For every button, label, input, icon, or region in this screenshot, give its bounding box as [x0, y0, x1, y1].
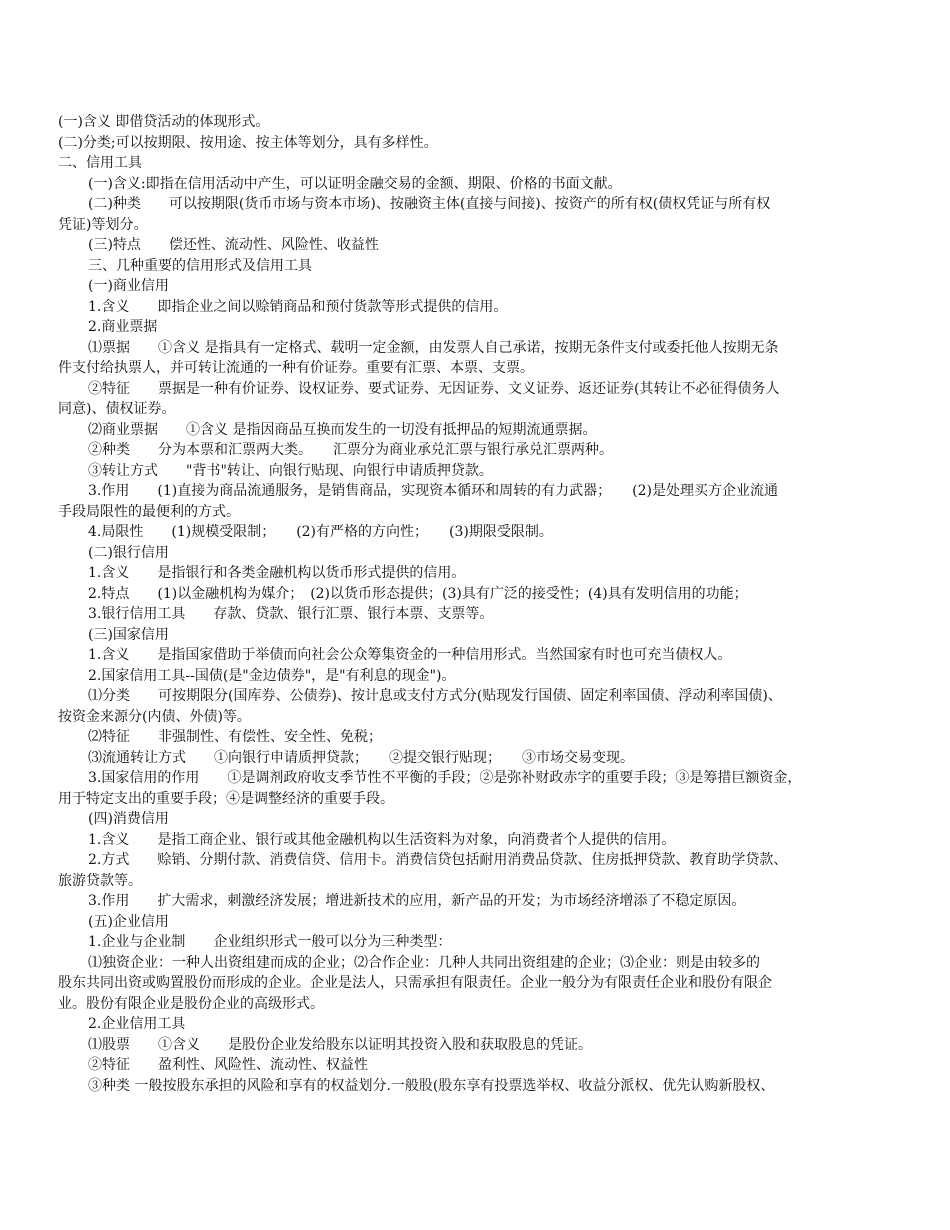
text-line: (二)分类;可以按期限、按用途、按主体等划分，具有多样性。 [58, 135, 438, 151]
text-line: ⑴独资企业：一种人出资组建而成的企业；⑵合作企业：几种人共同出资组建的企业；⑶企业：则是由较多的 [88, 955, 760, 971]
text-line: ②特征 票据是一种有价证券、设权证券、要式证券、无因证券、文义证券、返还证券(其转让不必征得债务人 [88, 381, 780, 397]
text-line: (五)企业信用 [88, 914, 169, 930]
text-line: (三)国家信用 [88, 627, 169, 643]
text-line: 2.特点 (1)以金融机构为媒介； (2)以货币形态提供；(3)具有广泛的接受性；(4)具有发明信用的功能； [88, 586, 748, 602]
text-line: ②种类 分为本票和汇票两大类。 汇票分为商业承兑汇票与银行承兑汇票两种。 [88, 442, 613, 458]
text-line: ②特征 盈利性、风险性、流动性、权益性 [88, 1057, 368, 1073]
text-line: (一)含义 即借贷活动的体现形式。 [58, 114, 270, 130]
text-line: 3.国家信用的作用 ①是调剂政府收支季节性不平衡的手段；②是弥补财政赤字的重要手段；③是筹措巨额资金， [88, 770, 802, 786]
text-line: 凭证)等划分。 [58, 217, 148, 233]
text-line: 2.国家信用工具--国债(是"金边债券"，是"有利息的现金")。 [88, 668, 456, 684]
text-line: 按资金来源分(内债、外债)等。 [58, 709, 251, 725]
text-line: 旅游贷款等。 [58, 873, 142, 889]
text-line: ⑴股票 ①含义 是股份企业发给股东以证明其投资入股和获取股息的凭证。 [88, 1037, 592, 1053]
text-line: 4.局限性 (1)规模受限制； (2)有严格的方向性； (3)期限受限制。 [88, 524, 553, 540]
text-line: ⑴票据 ①含义 是指具有一定格式、载明一定金额，由发票人自己承诺，按期无条件支付或委托他人按期无条 [88, 340, 779, 356]
text-line: 1.含义 是指工商企业、银行或其他金融机构以生活资料为对象，向消费者个人提供的信用。 [88, 832, 676, 848]
text-line: ③转让方式 "背书"转让、向银行贴现、向银行申请质押贷款。 [88, 463, 493, 479]
text-line: (四)消费信用 [88, 811, 169, 827]
text-line: ⑴分类 可按期限分(国库券、公债券)、按计息或支付方式分(贴现发行国债、固定利率国债、浮动利率国债)、 [88, 688, 782, 704]
text-line: 1.含义 即指企业之间以赊销商品和预付货款等形式提供的信用。 [88, 299, 508, 315]
text-line: 3.作用 扩大需求，刺激经济发展；增进新技术的应用，新产品的开发；为市场经济增添了不稳定原因。 [88, 893, 746, 909]
text-line: ⑵商业票据 ①含义 是指因商品互换而发生的一切没有抵押品的短期流通票据。 [88, 422, 597, 438]
text-line: 1.含义 是指银行和各类金融机构以货币形式提供的信用。 [88, 565, 466, 581]
text-line: (三)特点 偿还性、流动性、风险性、收益性 [88, 237, 379, 253]
text-line: 1.企业与企业制 企业组织形式一般可以分为三种类型： [88, 934, 452, 950]
text-line: 2.商业票据 [88, 319, 158, 335]
text-line: 用于特定支出的重要手段；④是调整经济的重要手段。 [58, 791, 394, 807]
text-line: ⑵特征 非强制性、有偿性、安全性、免税； [88, 729, 382, 745]
text-line: 三、几种重要的信用形式及信用工具 [88, 258, 312, 274]
text-line: 手段局限性的最便利的方式。 [58, 504, 240, 520]
text-line: 2.方式 赊销、分期付款、消费信贷、信用卡。消费信贷包括耐用消费品贷款、住房抵押贷款、教育助学贷款、 [88, 852, 788, 868]
text-line: 2.企业信用工具 [88, 1016, 186, 1032]
text-line: 二、信用工具 [58, 155, 142, 171]
text-line: 同意)、债权证券。 [58, 401, 176, 417]
text-line: 股东共同出资或购置股份而形成的企业。企业是法人，只需承担有限责任。企业一般分为有限责任企业和股份有限企 [58, 975, 772, 991]
text-line: 3.作用 (1)直接为商品流通服务，是销售商品，实现资本循环和周转的有力武器； (2)是处理买方企业流通 [88, 483, 779, 499]
text-line: 1.含义 是指国家借助于举债而向社会公众筹集资金的一种信用形式。当然国家有时也可充当债权人。 [88, 647, 732, 663]
text-line: (一)含义:即指在信用活动中产生，可以证明金融交易的金额、期限、价格的书面文献。 [88, 176, 622, 192]
text-line: ⑶流通转让方式 ①向银行申请质押贷款； ②提交银行贴现； ③市场交易变现。 [88, 750, 634, 766]
text-line: 件支付给执票人，并可转让流通的一种有价证券。重要有汇票、本票、支票。 [58, 360, 534, 376]
text-line: 3.银行信用工具 存款、贷款、银行汇票、银行本票、支票等。 [88, 606, 494, 622]
text-line: ③种类 一般按股东承担的风险和享有的权益划分.一般股(股东享有投票选举权、收益分派权、优先认购新股权、 [88, 1078, 775, 1094]
text-line: 业。股份有限企业是股份企业的高级形式。 [58, 996, 324, 1012]
text-line: (二)银行信用 [88, 545, 169, 561]
text-line: (二)种类 可以按期限(货币市场与资本市场)、按融资主体(直接与间接)、按资产的所有权(债权凭证与所有权 [88, 196, 771, 212]
text-line: (一)商业信用 [88, 278, 169, 294]
